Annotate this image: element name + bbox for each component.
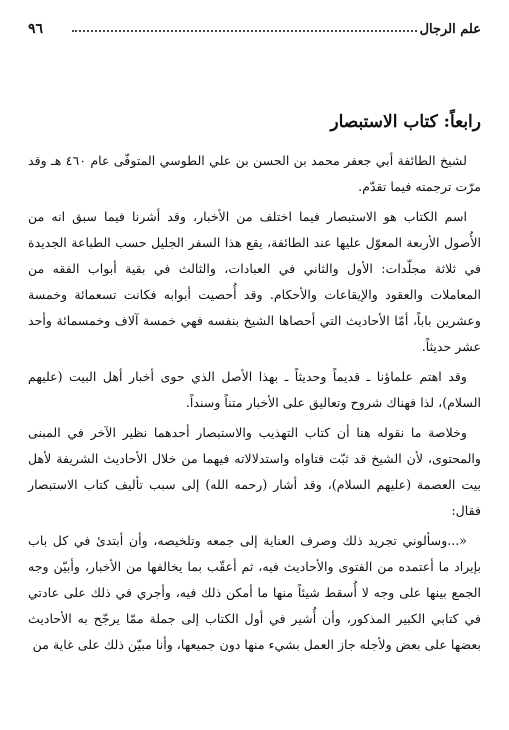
body-text xyxy=(28,148,481,662)
section-heading: رابعاً: كتاب الاستبصار xyxy=(330,112,481,132)
paragraph: اسم الكتاب هو الاستبصار فيما اختلف من الأخبار، وقد أشرنا فيما سبق انه من الأُصول الأربعة المعوّل عليها عند الطائفة، يقع هذا السفر الجليل حسب الطباعة الجديدة في ثلاثة مجلّدات: الأول والثاني في العبادات، والثالث في بقية أبواب الفقه من المعاملات والعقود والإيقاعات والأحكام. وقد أُحصيت أبوابه فكانت تسعمائة وخمسة وعشرين باباً، أمّا الأحاديث التي أحصاها الشيخ بنفسه فهي خمسة آلاف وخمسمائة وأحد عشر حديثاً. xyxy=(28,209,481,354)
page-number: ٩٦ xyxy=(28,21,44,37)
header-title: علم الرجال xyxy=(419,22,481,37)
paragraph: وخلاصة ما نقوله هنا أن كتاب التهذيب والاستبصار أحدهما نظير الآخر في المبنى والمحتوى، لأن الشيخ قد ثبّت فتاواه واستدلالاته فيهما من خلال الأحاديث الشريفة لأهل بيت العصمة (عليهم السلام)، وقد أشار (رحمه الله) إلى سبب تأليف كتاب الاستبصار فقال: xyxy=(28,425,481,518)
paragraph: لشيخ الطائفة أبي جعفر محمد بن الحسن بن علي الطوسي المتوفّى عام ٤٦٠ هـ وقد مرّت ترجمته فيما تقدّم. xyxy=(28,153,481,194)
paragraph: وقد اهتم علماؤنا ـ قديماً وحديثاً ـ بهذا الأصل الذي حوى أخبار أهل البيت (عليهم السلام)، لذا فهناك شروح وتعاليق على الأخبار متناً وسنداً. xyxy=(28,369,481,410)
header-dot-leader xyxy=(72,30,417,32)
paragraph: «...وسألوني تجريد ذلك وصرف العناية إلى جمعه وتلخيصه، وأن أبتدئ في كل باب بإيراد ما أعتمده من الفتوى والأحاديث فيه، ثم أعقّب بما يخالفها من الأخبار، وأبيّن وجه الجمع بينها على وجه لا أُسقط شيئاً منها ما أمكن ذلك فيه، وأجري في ذلك على عادتي في كتابي الكبير المذكور، وأن أُشير في أول الكتاب إلى جملة ممّا يرجّح به الأحاديث بعضها على بعض ولأجله جاز العمل بشيء منها دون جميعها، وأنا مبيّن ذلك على غاية من xyxy=(28,533,481,652)
running-header xyxy=(28,18,481,42)
